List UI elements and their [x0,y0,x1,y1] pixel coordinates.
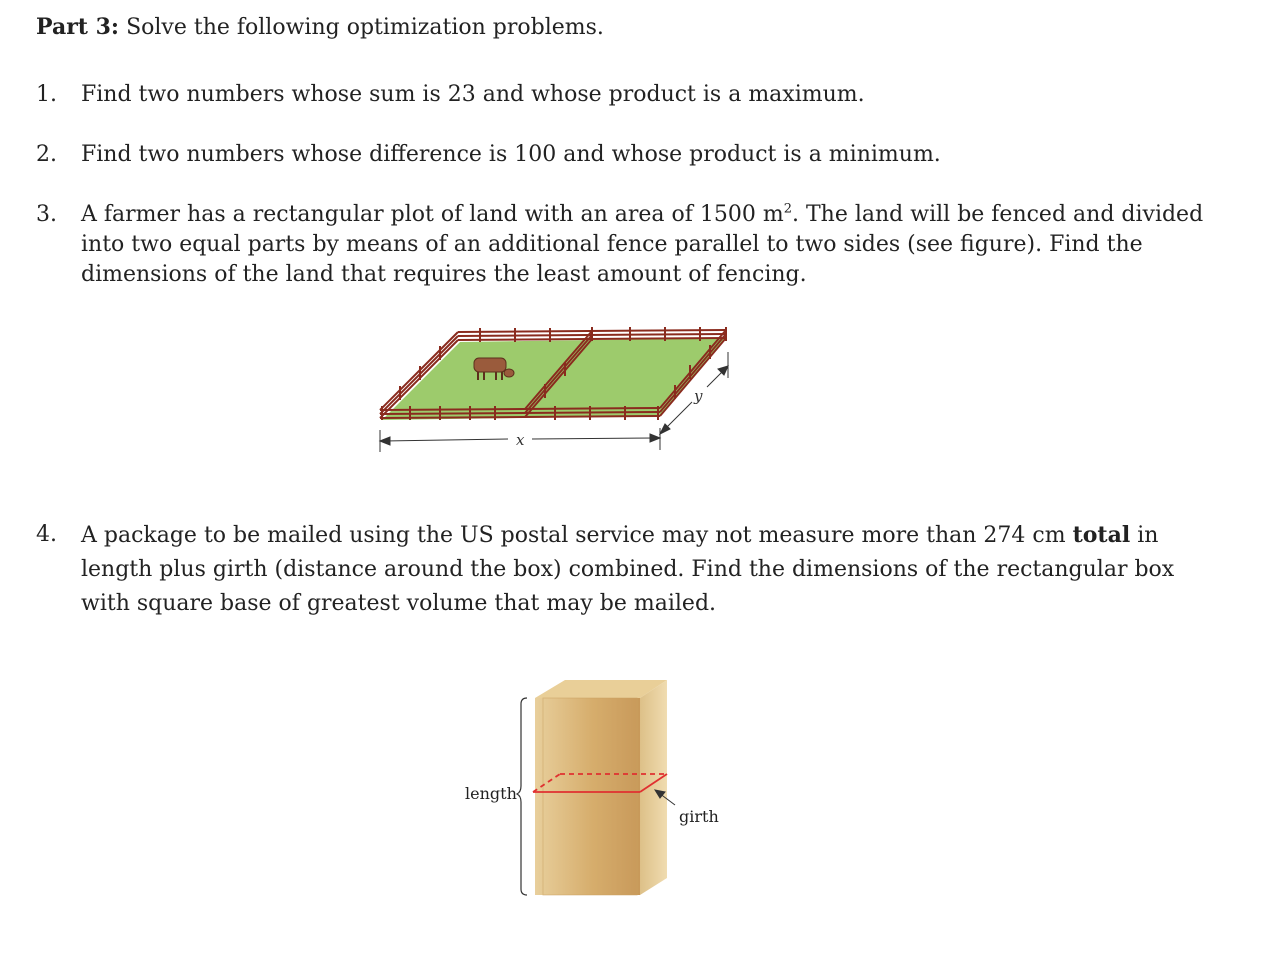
problem-number: 2. [36,142,57,167]
problem-text-part: in length plus girth (distance around the box) combined. Find the dimensions of the rectangular box with square base of greatest volume that may be mailed. [81,523,1175,616]
problem-text-part: . The land will be fenced and divided into two equal parts by means of an additional fence parallel to two sides (see figure). Find the dimensions of the land that requires the least amount of fencing. [81,202,1204,287]
x-label: x [516,431,525,449]
problem-text: Find two numbers whose sum is 23 and whose product is a maximum. [81,82,865,107]
problem-text-part: A package to be mailed using the US postal service may not measure more than 274 cm [81,523,1073,548]
emphasis: total [1072,522,1131,548]
problem-text: Find two numbers whose difference is 100 and whose product is a minimum. [81,142,941,167]
problem-number: 4. [36,522,57,547]
part-heading [36,14,604,40]
problem-number: 3. [36,202,57,227]
farm-figure [370,320,750,465]
exponent: 2 [783,201,793,217]
problem-number: 1. [36,82,57,107]
length-brace [517,698,527,895]
y-label: y [694,387,703,405]
box-figure [455,670,735,910]
problem-text [81,200,1216,290]
problem-text-part: A farmer has a rectangular plot of land with an area of 1500 m [81,202,784,227]
length-label: length [465,784,517,803]
problem-text [81,518,1216,621]
girth-label: girth [679,807,719,826]
part-label: Part 3: [36,14,120,40]
box-front [535,698,640,895]
box-side [640,680,667,895]
part-instruction: Solve the following optimization problems. [126,15,604,40]
